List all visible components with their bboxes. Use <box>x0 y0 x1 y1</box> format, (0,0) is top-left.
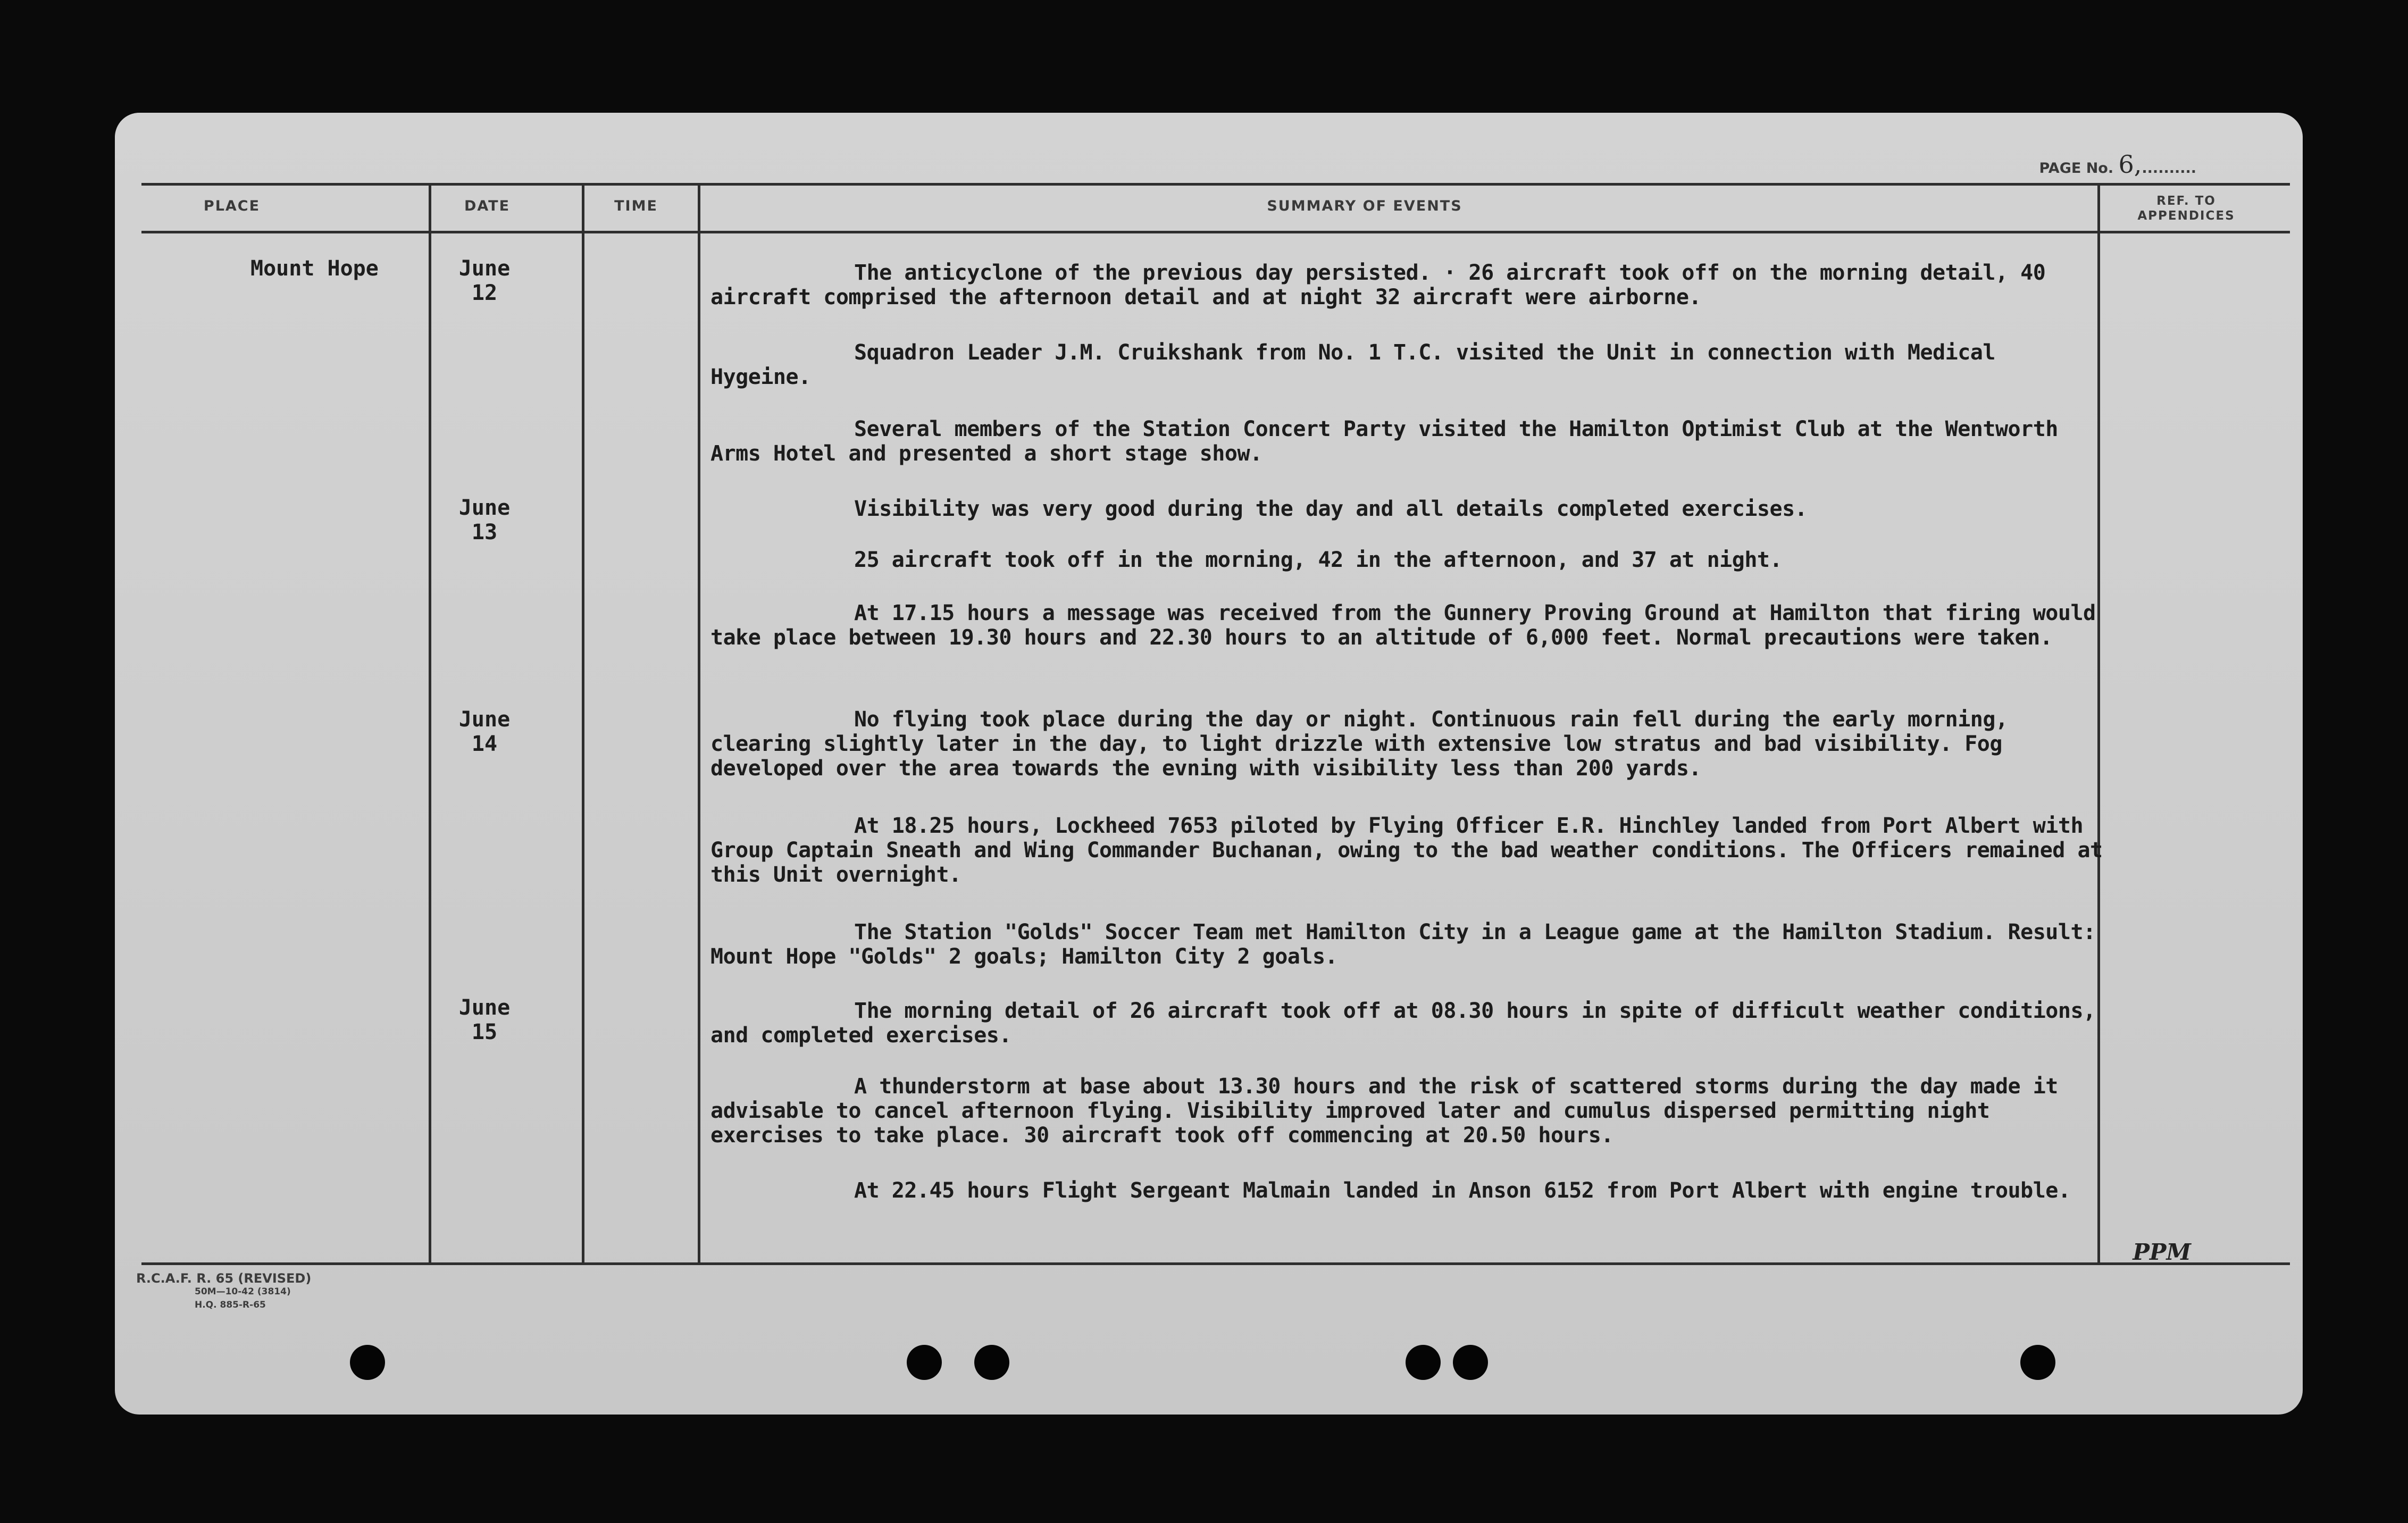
page-number-dots: .......... <box>2142 160 2196 177</box>
diary-page <box>115 113 2303 1415</box>
summary-paragraph: A thunderstorm at base about 13.30 hours and the risk of scattered storms during the day made it advisable to cancel afternoon flying. Visibility improved later and cumulus dispersed permitting night exercises to take place. 30 aircraft took off commencing at 20.50 hours. <box>710 1074 2058 1148</box>
date-entry <box>431 995 538 1044</box>
summary-paragraph: The morning detail of 26 aircraft took off at 08.30 hours in spite of difficult weather conditions, and completed exercises. <box>710 999 2096 1048</box>
date-day: 12 <box>471 281 498 305</box>
table-bottom-rule <box>141 1262 2290 1265</box>
summary-paragraph: No flying took place during the day or night. Continuous rain fell during the early morning, clearing slightly later in the day, to light drizzle with extensive low stratus and bad visibility. Fog developed over the area towards the evning with visibility less than 200 yards. <box>710 707 2008 781</box>
date-day: 15 <box>471 1020 498 1044</box>
page-number-value: 6, <box>2118 150 2142 179</box>
column-header-date: DATE <box>464 198 511 214</box>
summary-paragraph: The anticyclone of the previous day persisted. · 26 aircraft took off on the morning detail, 40 aircraft comprised the afternoon detail and at night 32 aircraft were airborne. <box>710 261 2046 309</box>
binder-hole <box>350 1345 385 1380</box>
date-entry <box>431 256 538 305</box>
summary-paragraph: Several members of the Station Concert Party visited the Hamilton Optimist Club at the Wentworth Arms Hotel and presented a short stage show. <box>710 417 2058 466</box>
form-line: 50M—10-42 (3814) <box>195 1286 291 1297</box>
form-line: H.Q. 885-R-65 <box>195 1300 266 1310</box>
page-number-label: PAGE No. <box>2039 160 2114 177</box>
date-month: June <box>458 496 511 520</box>
page-number <box>2039 150 2197 179</box>
column-divider-time <box>698 183 700 1265</box>
summary-paragraph: At 22.45 hours Flight Sergeant Malmain landed in Anson 6152 from Port Albert with engine trouble. <box>854 1178 2071 1203</box>
column-divider-date <box>582 183 584 1265</box>
date-entry <box>431 707 538 756</box>
header-top-rule <box>141 183 2290 186</box>
place-entry: Mount Hope <box>250 256 379 281</box>
summary-paragraph: Squadron Leader J.M. Cruikshank from No. 1 T.C. visited the Unit in connection with Medical Hygeine. <box>710 340 1995 389</box>
date-day: 14 <box>471 732 498 756</box>
date-month: June <box>458 995 511 1020</box>
binder-hole <box>907 1345 942 1380</box>
binder-hole <box>974 1345 1009 1380</box>
date-entry <box>431 496 538 545</box>
summary-paragraph: 25 aircraft took off in the morning, 42 in the afternoon, and 37 at night. <box>854 548 1783 572</box>
column-header-summary: SUMMARY OF EVENTS <box>1267 198 1462 214</box>
date-month: June <box>458 707 511 732</box>
form-identifier <box>136 1272 311 1312</box>
binder-hole <box>1453 1345 1488 1380</box>
column-header-place: PLACE <box>203 198 261 214</box>
header-bottom-rule <box>141 231 2290 233</box>
handwritten-initials: PPM <box>2133 1239 2191 1265</box>
date-month: June <box>458 256 511 281</box>
summary-paragraph: Visibility was very good during the day and all details completed exercises. <box>854 497 1808 521</box>
binder-hole <box>2020 1345 2055 1380</box>
column-header-ref: REF. TO APPENDICES <box>2137 194 2235 223</box>
summary-paragraph: The Station "Golds" Soccer Team met Hamilton City in a League game at the Hamilton Stadium. Result: Mount Hope "Golds" 2 goals; Hamilton City 2 goals. <box>710 920 2096 969</box>
summary-paragraph: At 18.25 hours, Lockheed 7653 piloted by Flying Officer E.R. Hinchley landed from Port Albert with Group Captain Sneath and Wing Commander Buchanan, owing to the bad weather conditions. The Officers remained at this Unit overnight. <box>710 814 2103 887</box>
column-header-time: TIME <box>614 198 658 214</box>
date-day: 13 <box>471 520 498 545</box>
form-title: R.C.A.F. R. 65 (REVISED) <box>136 1271 312 1286</box>
summary-paragraph: At 17.15 hours a message was received from the Gunnery Proving Ground at Hamilton that firing would take place between 19.30 hours and 22.30 hours to an altitude of 6,000 feet. Normal precautions were taken. <box>710 601 2096 650</box>
binder-hole <box>1406 1345 1441 1380</box>
